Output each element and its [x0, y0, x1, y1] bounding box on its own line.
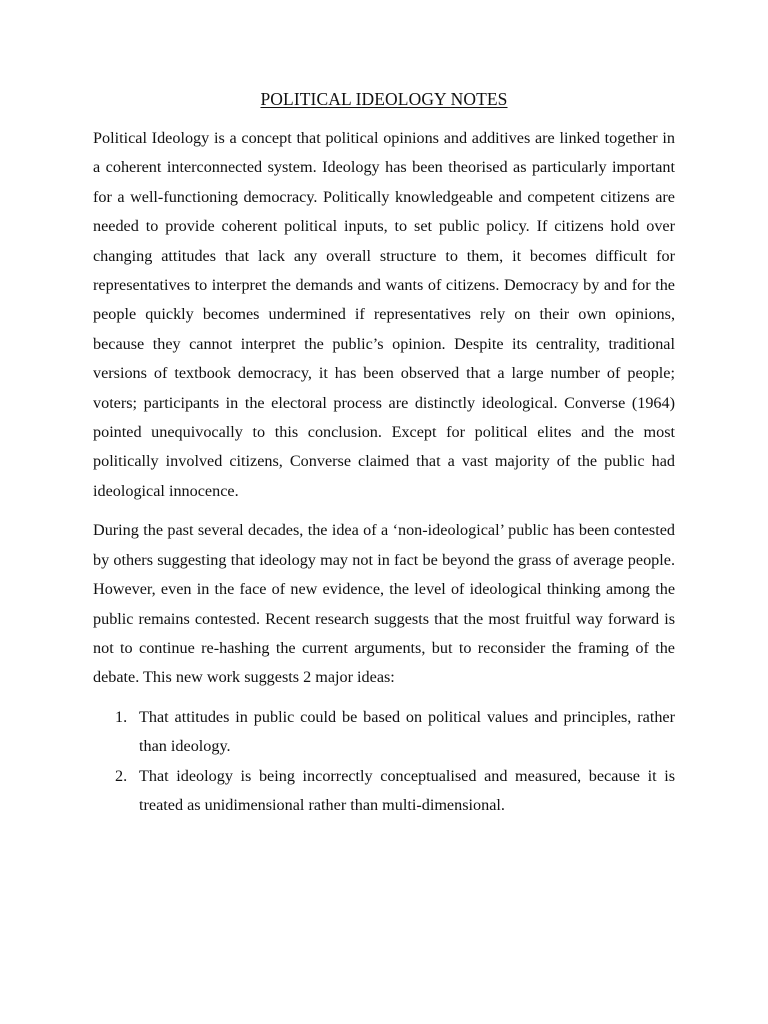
list-item-number: 2. [115, 766, 128, 785]
list-item-text: That ideology is being incorrectly conceptualised and measured, because it is treated as unidimensional rather than multi-dimensional. [139, 766, 675, 814]
list-item-text: That attitudes in public could be based on political values and principles, rather than ideology. [139, 707, 675, 756]
ideas-list [93, 703, 675, 821]
paragraph-1: Political Ideology is a concept that political opinions and additives are linked together in a coherent interconnected system. Ideology has been theorised as particularly important for a well-functioning democracy. Politically knowledgeable and competent citizens are needed to provide coherent political inputs, to set public policy. If citizens hold over changing attitudes that lack any overall structure to them, it becomes difficult for representatives to interpret the demands and wants of citizens. Democracy by and for the people quickly becomes undermined if representatives rely on their own opinions, because they cannot interpret the public’s opinion. Despite its centrality, traditional versions of textbook democracy, it has been observed that a large number of people; voters; participants in the electoral process are distinctly ideological. Converse (1964) pointed unequivocally to this conclusion. Except for political elites and the most politically involved citizens, Converse claimed that a vast majority of the public had ideological innocence. [93, 129, 675, 500]
document-title: POLITICAL IDEOLOGY NOTES [260, 89, 508, 109]
paragraph-2: During the past several decades, the idea of a ‘non-ideological’ public has been contested by others suggesting that ideology may not in fact be beyond the grass of average people. However, even in the face of new evidence, the level of ideological thinking among the public remains contested. Recent research suggests that the most fruitful way forward is not to continue re-hashing the current arguments, but to reconsider the framing of the debate. This new work suggests 2 major ideas: [93, 521, 675, 687]
list-item-number: 1. [115, 707, 128, 726]
list-item [93, 703, 675, 762]
document-page [93, 88, 675, 820]
list-item [93, 762, 675, 821]
